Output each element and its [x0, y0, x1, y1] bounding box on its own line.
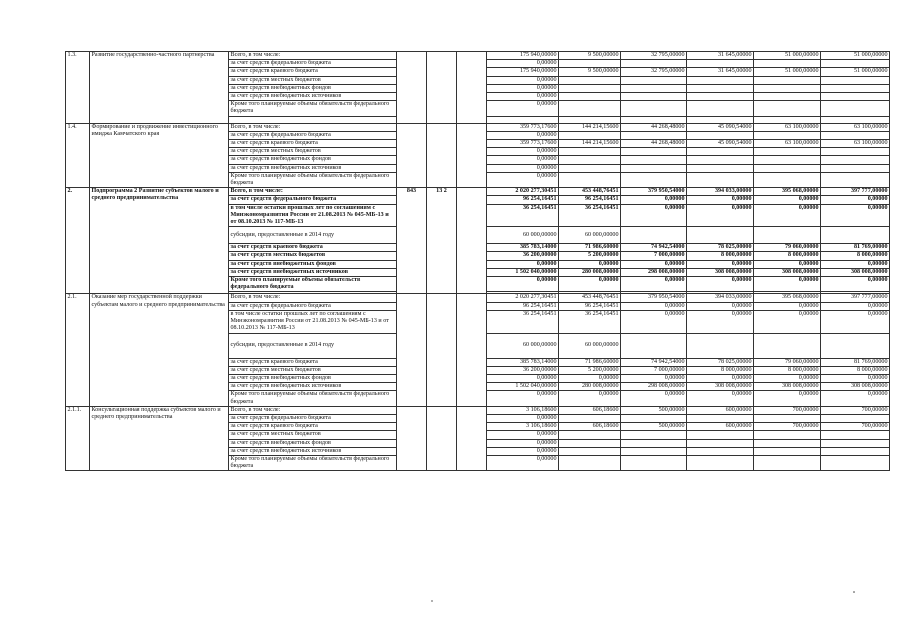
- source-label: субсидии, предоставленные в 2014 году: [229, 227, 397, 244]
- value-cell: 63 100,00000: [821, 140, 890, 148]
- value-cell: 36 254,16451: [559, 310, 621, 333]
- budget-code: 13 2: [427, 188, 457, 294]
- value-cell: 0,00000: [487, 148, 559, 156]
- value-cell: 96 254,16451: [487, 196, 559, 204]
- value-cell: 394 033,00000: [687, 188, 754, 196]
- value-cell: 7 000,00000: [621, 366, 687, 374]
- activity-name: Оказание мер государственной поддержки субъектам малого и среднего предпринимательства: [90, 294, 229, 406]
- source-label: Кроме того планируемые объемы обязательств федерального бюджета: [229, 391, 397, 406]
- value-cell: 700,00000: [754, 406, 821, 414]
- value-cell: 0,00000: [559, 260, 621, 268]
- value-cell: 0,00000: [687, 277, 754, 292]
- source-label: за счет средств внебюджетных источников: [229, 93, 397, 101]
- value-cell: 144 214,15600: [559, 123, 621, 131]
- value-cell: 32 795,00000: [621, 52, 687, 60]
- source-label: за счет средств внебюджетных источников: [229, 164, 397, 172]
- source-label: за счет средств внебюджетных фондов: [229, 439, 397, 447]
- source-label: за счет средств внебюджетных фондов: [229, 260, 397, 268]
- value-cell: 0,00000: [559, 277, 621, 292]
- value-cell: 60 000,00000: [487, 227, 559, 244]
- source-label: Кроме того планируемые объемы обязательств федерального бюджета: [229, 172, 397, 187]
- value-cell: 453 448,76451: [559, 294, 621, 302]
- source-label: за счет средств краевого бюджета: [229, 244, 397, 252]
- value-cell: 0,00000: [487, 447, 559, 455]
- value-cell: 0,00000: [487, 172, 559, 187]
- value-cell: 0,00000: [487, 131, 559, 139]
- value-cell: 308 008,00000: [687, 268, 754, 276]
- value-cell: 51 000,00000: [754, 68, 821, 76]
- value-cell: 308 008,00000: [754, 383, 821, 391]
- value-cell: 280 008,00000: [559, 383, 621, 391]
- row-number: 2.1.: [66, 294, 90, 406]
- value-cell: 74 942,54000: [621, 244, 687, 252]
- value-cell: 175 940,00000: [487, 68, 559, 76]
- activity-name: Консультационная поддержка субъектов малого и среднего предпринимательства: [90, 406, 229, 471]
- value-cell: 298 008,00000: [621, 268, 687, 276]
- value-cell: 700,00000: [821, 423, 890, 431]
- value-cell: 8 000,00000: [687, 366, 754, 374]
- value-cell: 0,00000: [687, 391, 754, 406]
- source-label: Всего, в том числе:: [229, 52, 397, 60]
- value-cell: 8 000,00000: [754, 252, 821, 260]
- value-cell: 32 795,00000: [621, 68, 687, 76]
- value-cell: 36 254,16451: [559, 204, 621, 227]
- value-cell: 379 950,54000: [621, 294, 687, 302]
- value-cell: 600,00000: [687, 406, 754, 414]
- value-cell: 0,00000: [487, 260, 559, 268]
- value-cell: 0,00000: [621, 310, 687, 333]
- value-cell: 0,00000: [687, 310, 754, 333]
- row-number: 1.4.: [66, 123, 90, 188]
- value-cell: 79 060,00000: [754, 244, 821, 252]
- value-cell: 379 950,54000: [621, 188, 687, 196]
- value-cell: 44 268,48000: [621, 123, 687, 131]
- value-cell: 1 502 040,00000: [487, 383, 559, 391]
- value-cell: 0,00000: [821, 302, 890, 310]
- source-label: за счет средств внебюджетных источников: [229, 268, 397, 276]
- row-number: 2.1.1.: [66, 406, 90, 471]
- value-cell: 0,00000: [487, 93, 559, 101]
- value-cell: 2 020 277,30451: [487, 294, 559, 302]
- value-cell: 0,00000: [487, 414, 559, 422]
- source-label: в том числе остатки прошлых лет по соглашениям с Минэкономразвития России от 21.08.2013 № 045-МБ-13 и от 08.10.2013 № 117-МБ-13: [229, 310, 397, 333]
- value-cell: 8 000,00000: [754, 366, 821, 374]
- value-cell: 8 000,00000: [687, 252, 754, 260]
- value-cell: 45 090,54000: [687, 140, 754, 148]
- value-cell: 0,00000: [487, 391, 559, 406]
- value-cell: 31 645,00000: [687, 68, 754, 76]
- value-cell: 308 008,00000: [754, 268, 821, 276]
- value-cell: 0,00000: [821, 260, 890, 268]
- source-label: за счет средств местных бюджетов: [229, 431, 397, 439]
- value-cell: 385 783,14000: [487, 358, 559, 366]
- row-number: 1.3.: [66, 52, 90, 124]
- value-cell: 0,00000: [487, 76, 559, 84]
- value-cell: 0,00000: [487, 101, 559, 116]
- value-cell: 0,00000: [487, 431, 559, 439]
- value-cell: 31 645,00000: [687, 52, 754, 60]
- value-cell: 45 090,54000: [687, 123, 754, 131]
- value-cell: 0,00000: [621, 277, 687, 292]
- value-cell: 397 777,00000: [821, 188, 890, 196]
- table-row: [66, 123, 890, 131]
- value-cell: 606,18600: [559, 423, 621, 431]
- value-cell: 0,00000: [754, 196, 821, 204]
- value-cell: 0,00000: [559, 374, 621, 382]
- value-cell: 79 060,00000: [754, 358, 821, 366]
- value-cell: 500,00000: [621, 423, 687, 431]
- value-cell: 0,00000: [821, 204, 890, 227]
- activity-name: Развитие государственно-частного партнерства: [90, 52, 229, 124]
- value-cell: 0,00000: [487, 84, 559, 92]
- value-cell: 0,00000: [487, 374, 559, 382]
- value-cell: 0,00000: [754, 374, 821, 382]
- value-cell: 600,00000: [687, 423, 754, 431]
- value-cell: 63 100,00000: [754, 123, 821, 131]
- value-cell: 453 448,76451: [559, 188, 621, 196]
- table-row: [66, 52, 890, 60]
- value-cell: 1 502 040,00000: [487, 268, 559, 276]
- value-cell: 96 254,16451: [559, 302, 621, 310]
- value-cell: 0,00000: [687, 260, 754, 268]
- value-cell: 0,00000: [821, 310, 890, 333]
- value-cell: 385 783,14000: [487, 244, 559, 252]
- value-cell: 0,00000: [754, 391, 821, 406]
- value-cell: 60 000,00000: [559, 333, 621, 358]
- source-label: Кроме того планируемые объемы обязательств федерального бюджета: [229, 101, 397, 116]
- value-cell: 8 000,00000: [821, 252, 890, 260]
- value-cell: 0,00000: [754, 260, 821, 268]
- source-label: Всего, в том числе:: [229, 188, 397, 196]
- source-label: за счет средств краевого бюджета: [229, 140, 397, 148]
- value-cell: 5 200,00000: [559, 366, 621, 374]
- source-label: за счет средств краевого бюджета: [229, 423, 397, 431]
- value-cell: 500,00000: [621, 406, 687, 414]
- value-cell: 395 068,00000: [754, 188, 821, 196]
- value-cell: 9 500,00000: [559, 52, 621, 60]
- value-cell: 395 068,00000: [754, 294, 821, 302]
- source-label: за счет средств внебюджетных источников: [229, 383, 397, 391]
- source-label: за счет средств местных бюджетов: [229, 366, 397, 374]
- value-cell: 0,00000: [687, 204, 754, 227]
- source-label: за счет средств краевого бюджета: [229, 358, 397, 366]
- value-cell: 51 000,00000: [821, 52, 890, 60]
- value-cell: 0,00000: [821, 374, 890, 382]
- value-cell: 81 769,00000: [821, 358, 890, 366]
- value-cell: 63 100,00000: [754, 140, 821, 148]
- value-cell: 7 000,00000: [621, 252, 687, 260]
- value-cell: 74 942,54000: [621, 358, 687, 366]
- source-label: за счет средств внебюджетных фондов: [229, 156, 397, 164]
- value-cell: 359 773,17600: [487, 123, 559, 131]
- value-cell: 397 777,00000: [821, 294, 890, 302]
- value-cell: 71 986,60000: [559, 244, 621, 252]
- value-cell: 51 000,00000: [754, 52, 821, 60]
- value-cell: 0,00000: [487, 60, 559, 68]
- value-cell: 0,00000: [621, 260, 687, 268]
- value-cell: 9 500,00000: [559, 68, 621, 76]
- value-cell: 96 254,16451: [559, 196, 621, 204]
- activity-name: Формирование и продвижение инвестиционного имиджа Камчатского края: [90, 123, 229, 188]
- source-label: за счет средств федерального бюджета: [229, 414, 397, 422]
- source-label: за счет средств местных бюджетов: [229, 252, 397, 260]
- value-cell: 0,00000: [687, 302, 754, 310]
- source-label: за счет средств внебюджетных фондов: [229, 84, 397, 92]
- value-cell: 0,00000: [754, 277, 821, 292]
- value-cell: 0,00000: [754, 302, 821, 310]
- source-label: за счет средств федерального бюджета: [229, 60, 397, 68]
- value-cell: 78 025,00000: [687, 358, 754, 366]
- value-cell: 0,00000: [487, 439, 559, 447]
- value-cell: 308 008,00000: [821, 268, 890, 276]
- value-cell: 700,00000: [754, 423, 821, 431]
- value-cell: 0,00000: [754, 204, 821, 227]
- value-cell: 0,00000: [487, 164, 559, 172]
- source-label: Всего, в том числе:: [229, 123, 397, 131]
- budget-table: [65, 51, 890, 471]
- value-cell: 44 268,48000: [621, 140, 687, 148]
- value-cell: 2 020 277,30451: [487, 188, 559, 196]
- value-cell: 60 000,00000: [487, 333, 559, 358]
- value-cell: 3 106,18600: [487, 423, 559, 431]
- value-cell: 0,00000: [821, 196, 890, 204]
- value-cell: 606,18600: [559, 406, 621, 414]
- value-cell: 63 100,00000: [821, 123, 890, 131]
- table-row: [66, 406, 890, 414]
- row-number: 2.: [66, 188, 90, 294]
- source-label: субсидии, предоставленные в 2014 году: [229, 333, 397, 358]
- source-label: Кроме того планируемые объемы обязательств федерального бюджета: [229, 455, 397, 470]
- value-cell: 0,00000: [487, 156, 559, 164]
- source-label: за счет средств федерального бюджета: [229, 196, 397, 204]
- value-cell: 0,00000: [487, 277, 559, 292]
- value-cell: 0,00000: [621, 196, 687, 204]
- source-label: Всего, в том числе:: [229, 406, 397, 414]
- value-cell: 0,00000: [621, 374, 687, 382]
- value-cell: 0,00000: [687, 196, 754, 204]
- source-label: в том числе остатки прошлых лет по соглашениям с Минэкономразвития России от 21.08.2013 № 045-МБ-13 и от 08.10.2013 № 117-МБ-13: [229, 204, 397, 227]
- value-cell: 0,00000: [621, 204, 687, 227]
- value-cell: 36 254,16451: [487, 204, 559, 227]
- value-cell: 0,00000: [621, 391, 687, 406]
- source-label: Всего, в том числе:: [229, 294, 397, 302]
- table-row: [66, 188, 890, 196]
- scan-speck: [853, 591, 855, 593]
- budget-table-page: [65, 51, 890, 471]
- value-cell: 280 008,00000: [559, 268, 621, 276]
- value-cell: 175 940,00000: [487, 52, 559, 60]
- value-cell: 60 000,00000: [559, 227, 621, 244]
- source-label: Кроме того планируемые объемы обязательств федерального бюджета: [229, 277, 397, 292]
- value-cell: 5 200,00000: [559, 252, 621, 260]
- budget-code: 843: [397, 188, 427, 294]
- value-cell: 298 008,00000: [621, 383, 687, 391]
- value-cell: 3 106,18600: [487, 406, 559, 414]
- value-cell: 71 986,60000: [559, 358, 621, 366]
- value-cell: 81 769,00000: [821, 244, 890, 252]
- source-label: за счет средств внебюджетных фондов: [229, 374, 397, 382]
- source-label: за счет средств краевого бюджета: [229, 68, 397, 76]
- value-cell: 394 033,00000: [687, 294, 754, 302]
- source-label: за счет средств местных бюджетов: [229, 148, 397, 156]
- scan-speck: [431, 600, 433, 602]
- value-cell: 96 254,16451: [487, 302, 559, 310]
- value-cell: 0,00000: [687, 374, 754, 382]
- value-cell: 700,00000: [821, 406, 890, 414]
- value-cell: 308 008,00000: [687, 383, 754, 391]
- activity-name: Подпрограмма 2 Развитие субъектов малого и среднего предпринимательства: [90, 188, 229, 294]
- value-cell: 0,00000: [821, 391, 890, 406]
- value-cell: 78 025,00000: [687, 244, 754, 252]
- value-cell: 0,00000: [487, 455, 559, 470]
- value-cell: 51 000,00000: [821, 68, 890, 76]
- value-cell: 36 200,00000: [487, 252, 559, 260]
- value-cell: 0,00000: [754, 310, 821, 333]
- value-cell: 144 214,15600: [559, 140, 621, 148]
- value-cell: 0,00000: [559, 391, 621, 406]
- table-row: [66, 294, 890, 302]
- source-label: за счет средств внебюджетных источников: [229, 447, 397, 455]
- value-cell: 8 000,00000: [821, 366, 890, 374]
- value-cell: 308 008,00000: [821, 383, 890, 391]
- value-cell: 359 773,17600: [487, 140, 559, 148]
- value-cell: 0,00000: [621, 302, 687, 310]
- value-cell: 36 200,00000: [487, 366, 559, 374]
- value-cell: 36 254,16451: [487, 310, 559, 333]
- source-label: за счет средств федерального бюджета: [229, 131, 397, 139]
- source-label: за счет средств федерального бюджета: [229, 302, 397, 310]
- value-cell: 0,00000: [821, 277, 890, 292]
- source-label: за счет средств местных бюджетов: [229, 76, 397, 84]
